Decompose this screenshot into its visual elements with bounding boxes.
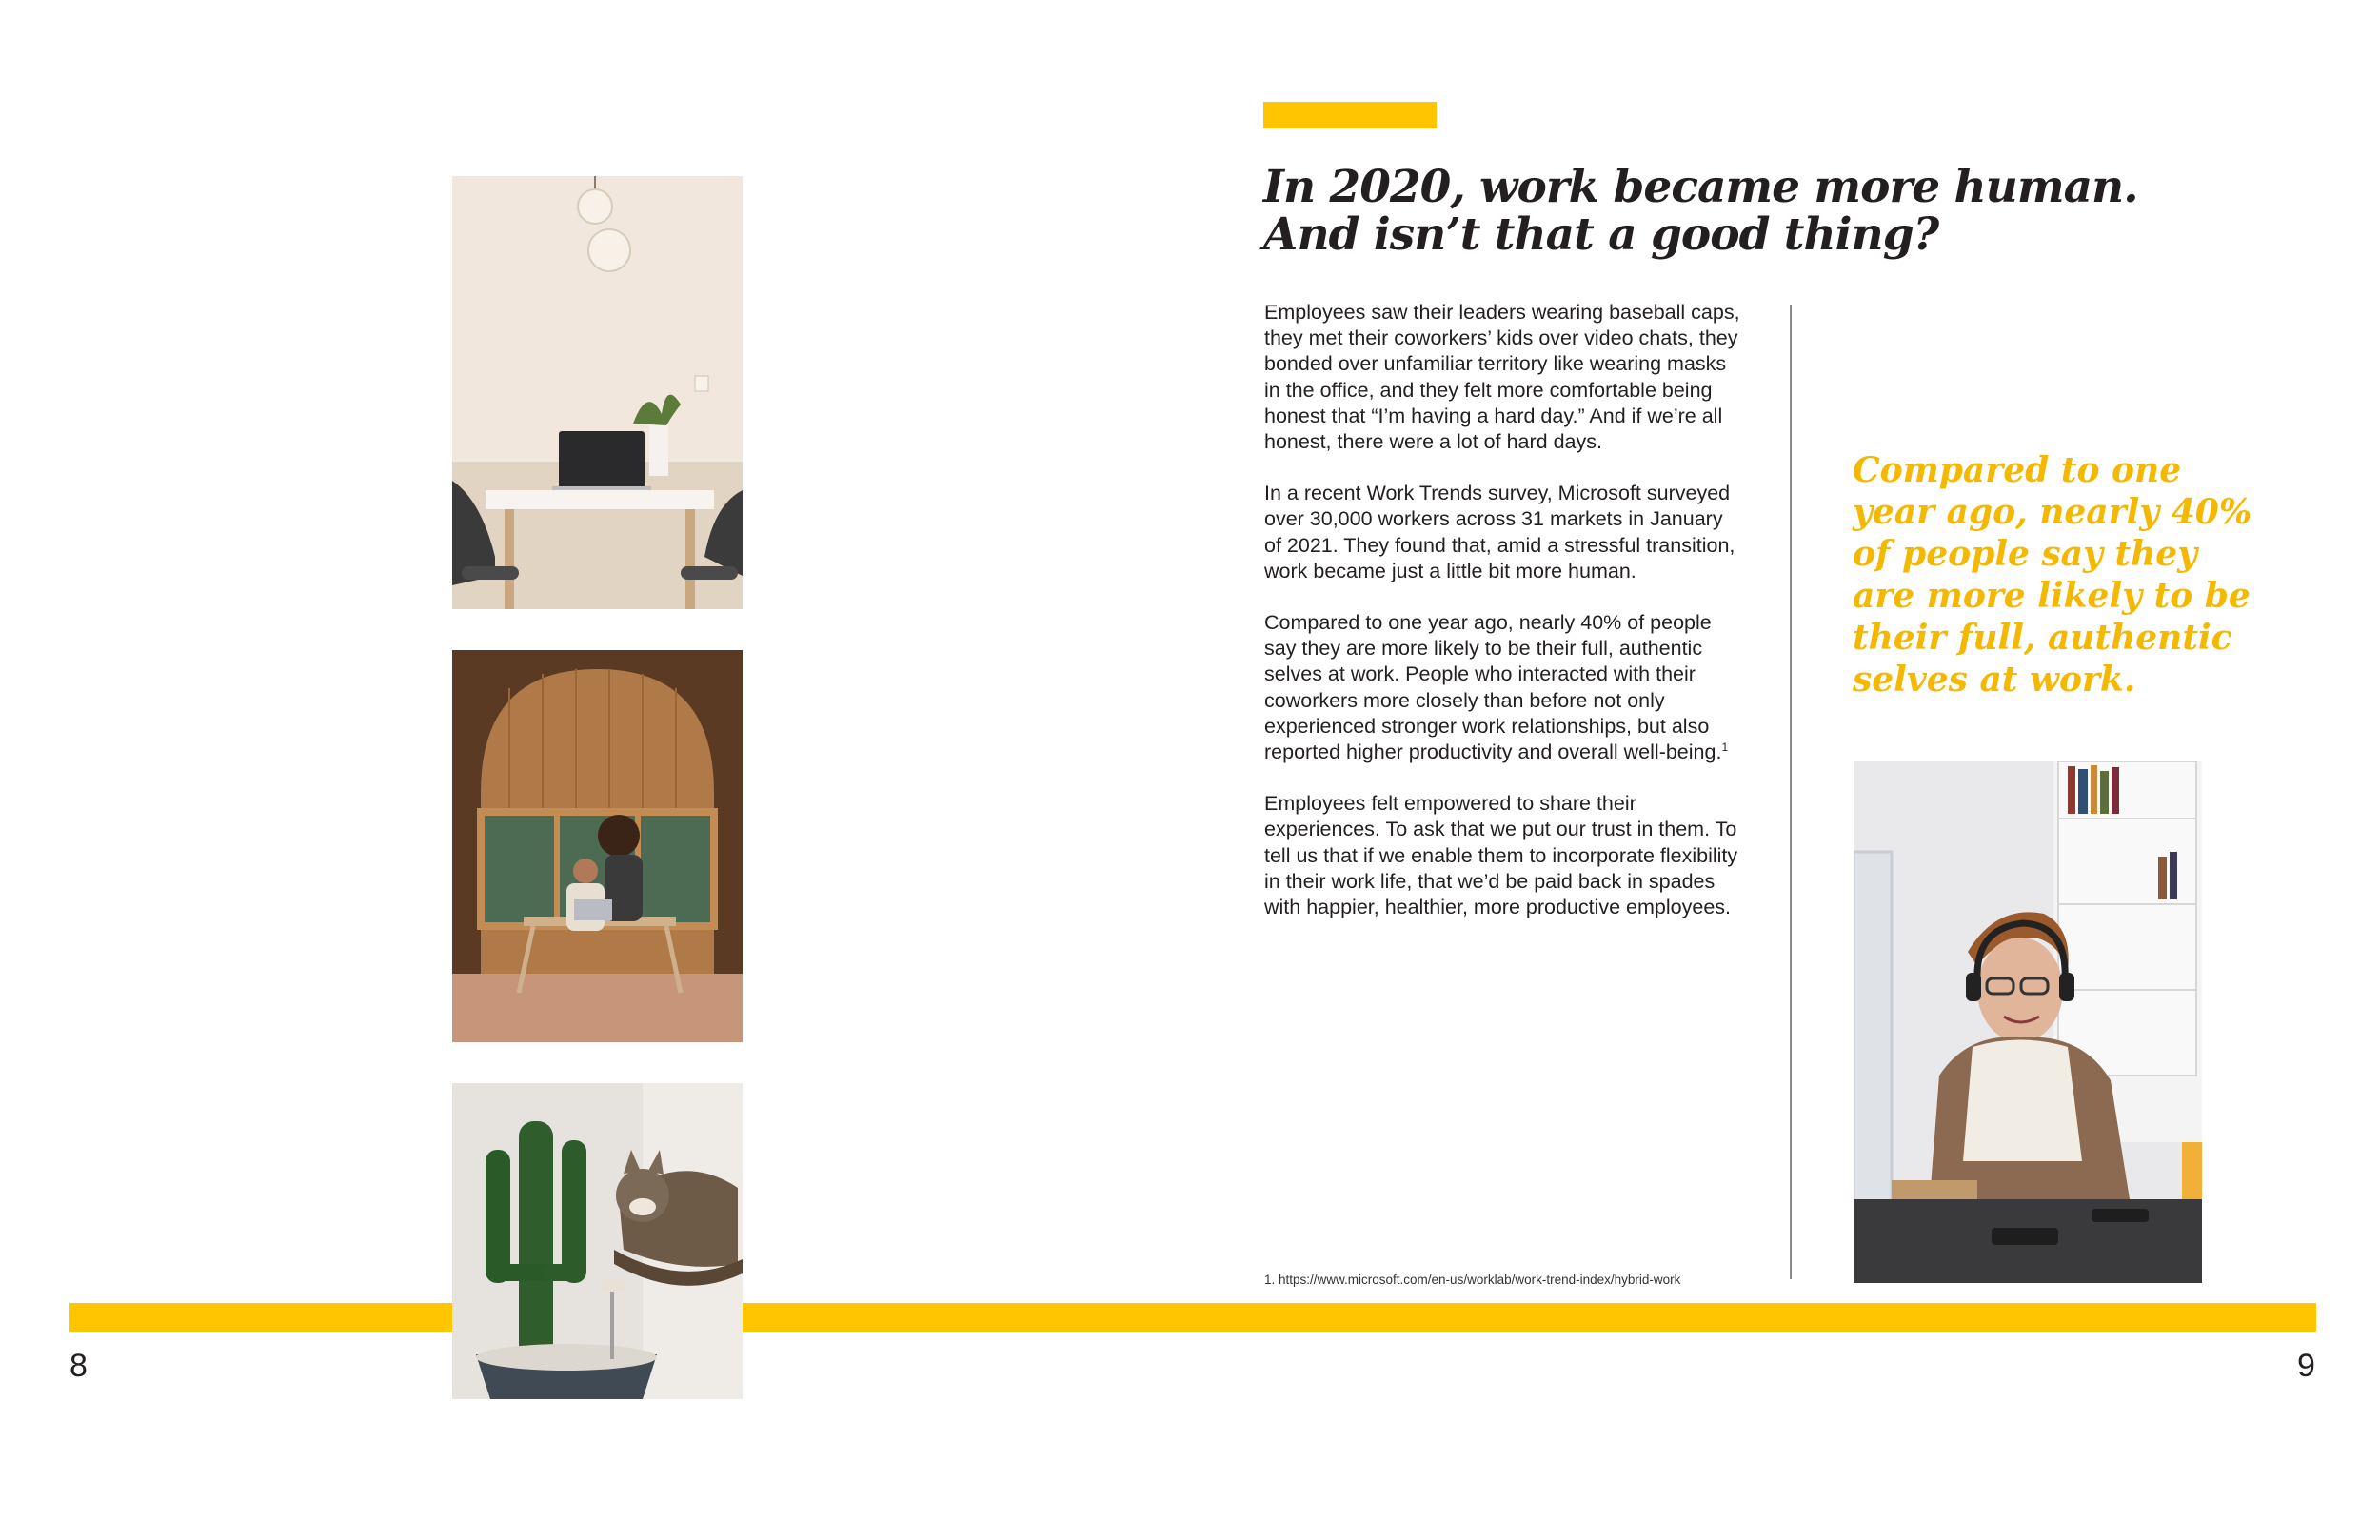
pull-quote: Compared to one year ago, nearly 40% of people say they are more likely to be their full, authentic selves at work. (1853, 450, 2252, 700)
body-text (1264, 300, 1740, 946)
body-paragraph-3 (1264, 610, 1740, 765)
page-number-right: 9 (2297, 1348, 2315, 1384)
cactus-cat-photo (452, 1083, 743, 1399)
body-paragraph-1: Employees saw their leaders wearing baseball caps, they met their coworkers’ kids over video chats, they bonded over unfamiliar territory like wearing masks in the office, and they felt more comfortable being honest that “I’m having a hard day.” And if we’re all honest, there were a lot of hard days. (1264, 301, 1740, 454)
accent-bar (1263, 102, 1437, 128)
body-paragraph-2: In a recent Work Trends survey, Microsoft surveyed over 30,000 workers across 31 markets in January of 2021. They found that, amid a stressful transition, work became just a little bit more human. (1264, 482, 1735, 582)
page-headline (1263, 161, 2215, 261)
headline-line-1: In 2020, work became more human. (1263, 161, 2138, 213)
bottom-accent-band (69, 1303, 2316, 1332)
headline-line-2: And isn’t that a good thing? (1263, 208, 1939, 261)
footnote-reference: 1 (1721, 740, 1729, 754)
column-divider (1790, 305, 1792, 1279)
woman-headset-photo (1854, 761, 2202, 1283)
home-desk-photo (452, 176, 743, 609)
body-paragraph-4: Employees felt empowered to share their experiences. To ask that we put our trust in them. To tell us that if we enable them to incorporate flexibility in their work life, that we’d be paid back in spades with happier, healthier, more productive employees. (1264, 792, 1738, 919)
couple-window-desk-photo (452, 650, 743, 1042)
page-number-left: 8 (69, 1348, 88, 1384)
body-paragraph-3-text: Compared to one year ago, nearly 40% of people say they are more likely to be their full, authentic selves at work. People who interacted with their coworkers more closely than before not only experienced stronger work relationships, but also reported higher productivity and overall well-being. (1264, 611, 1722, 764)
footnote: 1. https://www.microsoft.com/en-us/worklab/work-trend-index/hybrid-work (1264, 1273, 1681, 1287)
